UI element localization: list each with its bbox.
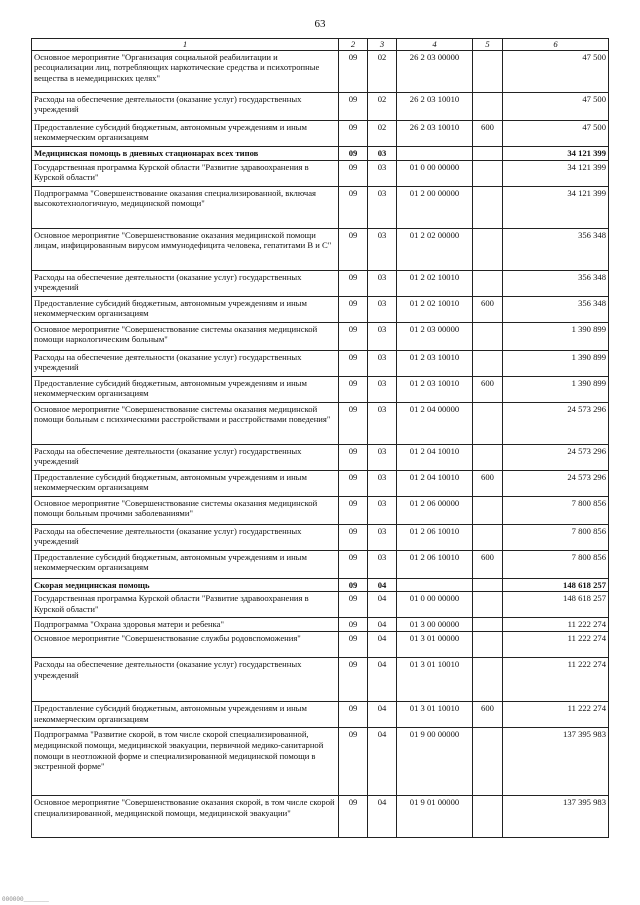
- row-section-cell: 09: [339, 270, 368, 296]
- row-amount-cell: 148 618 257: [503, 578, 609, 592]
- table-row: [32, 592, 609, 618]
- row-name-cell: Предоставление субсидий бюджетным, автономным учреждениям и иным некоммерческим организациям: [32, 376, 339, 402]
- header-col-2: 2: [339, 39, 368, 51]
- row-expense-type-cell: [473, 160, 503, 186]
- table-row: [32, 702, 609, 728]
- row-amount-cell: 1 390 899: [503, 322, 609, 350]
- row-section-cell: 09: [339, 578, 368, 592]
- row-subsection-cell: 04: [368, 578, 397, 592]
- row-expense-type-cell: [473, 186, 503, 228]
- row-subsection-cell: 02: [368, 50, 397, 92]
- row-expense-type-cell: [473, 632, 503, 658]
- table-row: [32, 578, 609, 592]
- row-name-cell: Расходы на обеспечение деятельности (оказание услуг) государственных учреждений: [32, 350, 339, 376]
- row-amount-cell: 11 222 274: [503, 618, 609, 632]
- row-expense-type-cell: 600: [473, 470, 503, 496]
- row-name-cell: Расходы на обеспечение деятельности (оказание услуг) государственных учреждений: [32, 658, 339, 702]
- row-expense-type-cell: [473, 578, 503, 592]
- table-row: [32, 376, 609, 402]
- row-target-article-cell: 26 2 03 10010: [397, 120, 473, 146]
- table-row: [32, 92, 609, 120]
- row-expense-type-cell: [473, 658, 503, 702]
- row-target-article-cell: 01 0 00 00000: [397, 592, 473, 618]
- row-subsection-cell: 04: [368, 592, 397, 618]
- row-expense-type-cell: [473, 50, 503, 92]
- row-name-cell: Основное мероприятие "Совершенствование оказания медицинской помощи лицам, инфицированным вирусом иммунодефицита человека, гепатитами В и С": [32, 228, 339, 270]
- row-expense-type-cell: [473, 270, 503, 296]
- row-expense-type-cell: [473, 146, 503, 160]
- row-section-cell: 09: [339, 50, 368, 92]
- row-target-article-cell: 26 2 03 00000: [397, 50, 473, 92]
- row-subsection-cell: 04: [368, 632, 397, 658]
- header-col-1: 1: [32, 39, 339, 51]
- row-amount-cell: 1 390 899: [503, 350, 609, 376]
- table-row: [32, 322, 609, 350]
- row-section-cell: 09: [339, 444, 368, 470]
- row-target-article-cell: 01 2 02 00000: [397, 228, 473, 270]
- row-name-cell: Расходы на обеспечение деятельности (оказание услуг) государственных учреждений: [32, 444, 339, 470]
- row-name-cell: Расходы на обеспечение деятельности (оказание услуг) государственных учреждений: [32, 92, 339, 120]
- row-section-cell: 09: [339, 322, 368, 350]
- row-expense-type-cell: [473, 496, 503, 524]
- row-section-cell: 09: [339, 228, 368, 270]
- row-expense-type-cell: [473, 728, 503, 796]
- row-name-cell: Основное мероприятие "Совершенствование системы оказания медицинской помощи больным прочими заболеваниями": [32, 496, 339, 524]
- row-name-cell: Предоставление субсидий бюджетным, автономным учреждениям и иным некоммерческим организациям: [32, 702, 339, 728]
- row-amount-cell: 34 121 399: [503, 160, 609, 186]
- row-section-cell: 09: [339, 728, 368, 796]
- table-body: [32, 50, 609, 837]
- row-target-article-cell: 01 3 00 00000: [397, 618, 473, 632]
- row-expense-type-cell: 600: [473, 702, 503, 728]
- row-subsection-cell: 02: [368, 92, 397, 120]
- row-subsection-cell: 04: [368, 796, 397, 838]
- table-row: [32, 470, 609, 496]
- row-amount-cell: 24 573 296: [503, 402, 609, 444]
- row-subsection-cell: 03: [368, 296, 397, 322]
- row-target-article-cell: [397, 578, 473, 592]
- row-subsection-cell: 03: [368, 186, 397, 228]
- table-row: [32, 146, 609, 160]
- row-section-cell: 09: [339, 296, 368, 322]
- row-name-cell: Государственная программа Курской области "Развитие здравоохранения в Курской области": [32, 160, 339, 186]
- row-expense-type-cell: [473, 322, 503, 350]
- row-amount-cell: 47 500: [503, 50, 609, 92]
- table-row: [32, 658, 609, 702]
- table-row: [32, 228, 609, 270]
- table-row: [32, 796, 609, 838]
- row-amount-cell: 7 800 856: [503, 496, 609, 524]
- row-name-cell: Подпрограмма "Развитие скорой, в том числе скорой специализированной, медицинской помощи, медицинской эвакуации, первичной медико-санитарной помощи в неотложной форме и специализированной медицинской помощи в экстренной форме": [32, 728, 339, 796]
- row-expense-type-cell: [473, 402, 503, 444]
- row-expense-type-cell: [473, 92, 503, 120]
- row-subsection-cell: 03: [368, 444, 397, 470]
- table-row: [32, 632, 609, 658]
- row-target-article-cell: 01 2 02 10010: [397, 296, 473, 322]
- row-subsection-cell: 03: [368, 524, 397, 550]
- row-name-cell: Государственная программа Курской области "Развитие здравоохранения в Курской области": [32, 592, 339, 618]
- header-col-5: 5: [473, 39, 503, 51]
- row-name-cell: Предоставление субсидий бюджетным, автономным учреждениям и иным некоммерческим организациям: [32, 550, 339, 578]
- row-amount-cell: 34 121 399: [503, 146, 609, 160]
- row-section-cell: 09: [339, 796, 368, 838]
- table-row: [32, 550, 609, 578]
- row-expense-type-cell: [473, 350, 503, 376]
- row-amount-cell: 356 348: [503, 296, 609, 322]
- table-row: [32, 350, 609, 376]
- row-name-cell: Медицинская помощь в дневных стационарах всех типов: [32, 146, 339, 160]
- row-amount-cell: 137 395 983: [503, 728, 609, 796]
- row-section-cell: 09: [339, 92, 368, 120]
- row-section-cell: 09: [339, 402, 368, 444]
- row-subsection-cell: 03: [368, 402, 397, 444]
- table-row: [32, 496, 609, 524]
- row-subsection-cell: 03: [368, 146, 397, 160]
- row-subsection-cell: 02: [368, 120, 397, 146]
- row-expense-type-cell: [473, 796, 503, 838]
- row-subsection-cell: 04: [368, 702, 397, 728]
- row-section-cell: 09: [339, 658, 368, 702]
- row-name-cell: Основное мероприятие "Совершенствование системы оказания медицинской помощи больным с психическими расстройствами и расстройствами поведения": [32, 402, 339, 444]
- row-name-cell: Основное мероприятие "Совершенствование службы родовспоможения": [32, 632, 339, 658]
- row-subsection-cell: 03: [368, 350, 397, 376]
- row-subsection-cell: 03: [368, 496, 397, 524]
- row-expense-type-cell: 600: [473, 376, 503, 402]
- row-target-article-cell: 01 9 01 00000: [397, 796, 473, 838]
- row-section-cell: 09: [339, 496, 368, 524]
- row-subsection-cell: 03: [368, 322, 397, 350]
- row-name-cell: Подпрограмма "Охрана здоровья матери и ребенка": [32, 618, 339, 632]
- header-col-4: 4: [397, 39, 473, 51]
- table-row: [32, 402, 609, 444]
- row-subsection-cell: 03: [368, 470, 397, 496]
- row-amount-cell: 148 618 257: [503, 592, 609, 618]
- row-section-cell: 09: [339, 470, 368, 496]
- row-subsection-cell: 04: [368, 728, 397, 796]
- row-target-article-cell: 01 9 00 00000: [397, 728, 473, 796]
- row-target-article-cell: 01 2 03 10010: [397, 350, 473, 376]
- header-col-3: 3: [368, 39, 397, 51]
- table-row: [32, 270, 609, 296]
- row-subsection-cell: 03: [368, 228, 397, 270]
- row-expense-type-cell: [473, 524, 503, 550]
- row-name-cell: Расходы на обеспечение деятельности (оказание услуг) государственных учреждений: [32, 270, 339, 296]
- row-name-cell: Предоставление субсидий бюджетным, автономным учреждениям и иным некоммерческим организациям: [32, 296, 339, 322]
- row-subsection-cell: 04: [368, 618, 397, 632]
- row-amount-cell: 47 500: [503, 92, 609, 120]
- row-expense-type-cell: 600: [473, 550, 503, 578]
- row-target-article-cell: 01 3 01 10010: [397, 702, 473, 728]
- row-subsection-cell: 03: [368, 376, 397, 402]
- row-target-article-cell: 01 2 02 10010: [397, 270, 473, 296]
- row-amount-cell: 11 222 274: [503, 632, 609, 658]
- row-expense-type-cell: [473, 592, 503, 618]
- row-target-article-cell: 01 3 01 00000: [397, 632, 473, 658]
- row-amount-cell: 356 348: [503, 228, 609, 270]
- table-row: [32, 618, 609, 632]
- row-section-cell: 09: [339, 186, 368, 228]
- row-expense-type-cell: [473, 618, 503, 632]
- header-col-6: 6: [503, 39, 609, 51]
- table-row: [32, 524, 609, 550]
- row-section-cell: 09: [339, 592, 368, 618]
- row-amount-cell: 7 800 856: [503, 524, 609, 550]
- row-amount-cell: 34 121 399: [503, 186, 609, 228]
- row-expense-type-cell: 600: [473, 296, 503, 322]
- row-name-cell: Основное мероприятие "Совершенствование оказания скорой, в том числе скорой специализированной, медицинской помощи, медицинской эвакуации": [32, 796, 339, 838]
- row-section-cell: 09: [339, 632, 368, 658]
- row-target-article-cell: 01 2 06 10010: [397, 524, 473, 550]
- row-amount-cell: 1 390 899: [503, 376, 609, 402]
- table-row: [32, 50, 609, 92]
- row-target-article-cell: 01 2 04 00000: [397, 402, 473, 444]
- row-name-cell: Скорая медицинская помощь: [32, 578, 339, 592]
- table-header-row: [32, 39, 609, 51]
- row-section-cell: 09: [339, 524, 368, 550]
- row-name-cell: Предоставление субсидий бюджетным, автономным учреждениям и иным некоммерческим организациям: [32, 470, 339, 496]
- table-row: [32, 120, 609, 146]
- row-name-cell: Подпрограмма "Совершенствование оказания специализированной, включая высокотехнологичную, медицинской помощи": [32, 186, 339, 228]
- scan-footer-mark: 000000_______: [2, 896, 49, 903]
- row-section-cell: 09: [339, 618, 368, 632]
- table-row: [32, 186, 609, 228]
- row-target-article-cell: [397, 146, 473, 160]
- row-section-cell: 09: [339, 702, 368, 728]
- row-subsection-cell: 03: [368, 550, 397, 578]
- row-amount-cell: 11 222 274: [503, 702, 609, 728]
- row-target-article-cell: 26 2 03 10010: [397, 92, 473, 120]
- row-amount-cell: 356 348: [503, 270, 609, 296]
- table-row: [32, 444, 609, 470]
- row-section-cell: 09: [339, 120, 368, 146]
- row-target-article-cell: 01 2 04 10010: [397, 470, 473, 496]
- row-name-cell: Основное мероприятие "Организация социальной реабилитации и ресоциализации лиц, потребляющих наркотические средства и психотропные вещества в немедицинских целях": [32, 50, 339, 92]
- row-target-article-cell: 01 2 03 00000: [397, 322, 473, 350]
- row-expense-type-cell: [473, 228, 503, 270]
- row-target-article-cell: 01 3 01 10010: [397, 658, 473, 702]
- row-section-cell: 09: [339, 376, 368, 402]
- row-target-article-cell: 01 2 04 10010: [397, 444, 473, 470]
- row-expense-type-cell: 600: [473, 120, 503, 146]
- row-expense-type-cell: [473, 444, 503, 470]
- row-name-cell: Предоставление субсидий бюджетным, автономным учреждениям и иным некоммерческим организациям: [32, 120, 339, 146]
- row-subsection-cell: 03: [368, 270, 397, 296]
- row-name-cell: Основное мероприятие "Совершенствование системы оказания медицинской помощи наркологическим больным": [32, 322, 339, 350]
- row-amount-cell: 24 573 296: [503, 444, 609, 470]
- table-row: [32, 160, 609, 186]
- row-target-article-cell: 01 2 06 00000: [397, 496, 473, 524]
- table-row: [32, 296, 609, 322]
- row-name-cell: Расходы на обеспечение деятельности (оказание услуг) государственных учреждений: [32, 524, 339, 550]
- page-number: 63: [314, 18, 326, 30]
- row-amount-cell: 47 500: [503, 120, 609, 146]
- row-target-article-cell: 01 2 00 00000: [397, 186, 473, 228]
- row-subsection-cell: 04: [368, 658, 397, 702]
- row-section-cell: 09: [339, 350, 368, 376]
- row-section-cell: 09: [339, 160, 368, 186]
- table-row: [32, 728, 609, 796]
- row-target-article-cell: 01 2 03 10010: [397, 376, 473, 402]
- budget-table: [31, 38, 609, 838]
- row-amount-cell: 7 800 856: [503, 550, 609, 578]
- row-section-cell: 09: [339, 146, 368, 160]
- row-amount-cell: 11 222 274: [503, 658, 609, 702]
- row-subsection-cell: 03: [368, 160, 397, 186]
- row-target-article-cell: 01 2 06 10010: [397, 550, 473, 578]
- row-target-article-cell: 01 0 00 00000: [397, 160, 473, 186]
- row-amount-cell: 24 573 296: [503, 470, 609, 496]
- row-amount-cell: 137 395 983: [503, 796, 609, 838]
- row-section-cell: 09: [339, 550, 368, 578]
